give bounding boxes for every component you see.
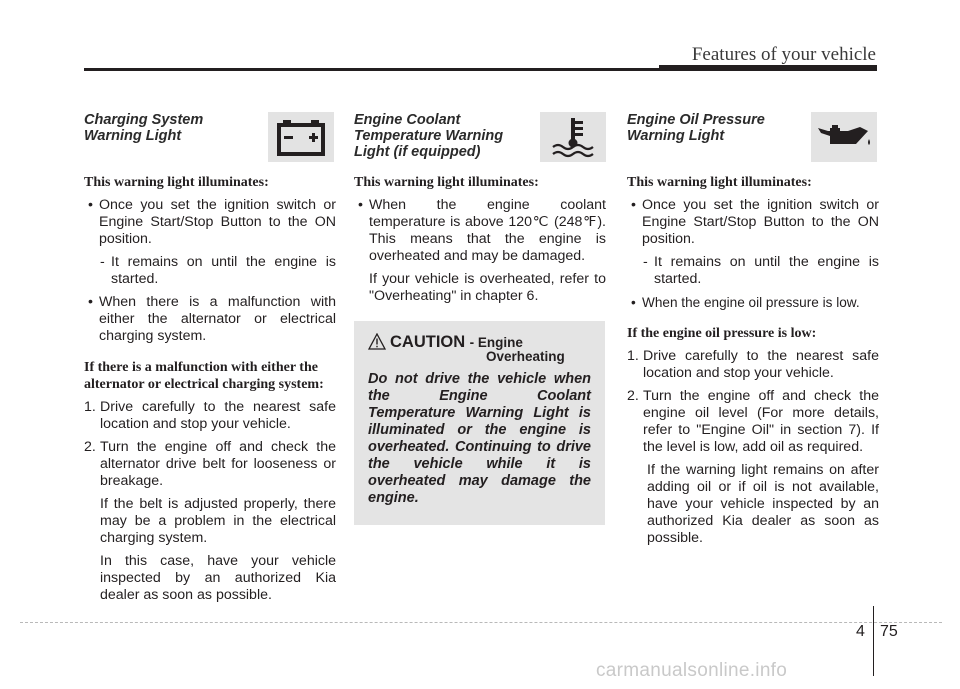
step-text: Turn the engine off and check the engine oil level (For more details, refer to "Engine Oil" in section 7). If the level is low, add oil as required.	[643, 388, 879, 455]
section-title	[627, 112, 817, 144]
page-number: 75	[880, 623, 898, 640]
section-header	[354, 112, 606, 164]
title-line: Warning Light	[627, 128, 725, 144]
caution-box	[354, 321, 605, 525]
paragraph: If the warning light remains on after adding oil or if oil is not available, have your vehicle inspected by an authorized Kia dealer as soon as possible.	[647, 462, 879, 546]
caution-label: CAUTION	[390, 333, 466, 351]
coolant-temperature-icon	[540, 112, 606, 162]
caution-subtitle: - Engine	[469, 335, 523, 350]
step-text: Drive carefully to the nearest safe location and stop your vehicle.	[100, 399, 336, 432]
step-text: Turn the engine off and check the alternator drive belt for looseness or breakage.	[100, 439, 336, 489]
step-number: 1.	[627, 348, 639, 364]
step-text: Drive carefully to the nearest safe location and stop your vehicle.	[643, 348, 879, 381]
bullet-item: • Once you set the ignition switch or Engine Start/Stop Button to the ON position.	[84, 197, 336, 248]
subheading: If there is a malfunction with either the alternator or electrical charging system:	[84, 360, 324, 392]
page-header-title: Features of your vehicle	[691, 44, 876, 65]
subheading: This warning light illuminates:	[84, 175, 269, 190]
title-line: Charging System	[84, 112, 204, 128]
step-number: 2.	[627, 388, 639, 404]
paragraph: If your vehicle is overheated, refer to "Overheating" in chapter 6.	[369, 271, 606, 304]
step-number: 2.	[84, 439, 96, 455]
title-line: Warning Light	[84, 128, 182, 144]
caution-header	[368, 333, 591, 367]
title-line: Temperature Warning	[354, 128, 504, 144]
subheading: If the engine oil pressure is low:	[627, 326, 817, 341]
subheading: This warning light illuminates:	[627, 175, 812, 190]
caution-subtitle: Overheating	[486, 349, 565, 364]
battery-icon	[268, 112, 334, 162]
numbered-step	[84, 399, 336, 433]
step-number: 1.	[84, 399, 96, 415]
bullet-item: • When the engine oil pressure is low.	[627, 294, 879, 311]
section-title	[354, 112, 544, 160]
chapter-number: 4	[856, 623, 865, 640]
dash-item: - It remains on until the engine is started.	[627, 254, 879, 288]
section-charging-system	[84, 112, 336, 610]
section-oil-pressure	[627, 112, 879, 553]
warning-triangle-icon	[368, 333, 386, 355]
section-header	[84, 112, 336, 164]
title-line: Light (if equipped)	[354, 144, 481, 160]
caution-text: Do not drive the vehicle when the Engine Coolant Temperature Warning Light is illuminated or the engine is overheated. Continuing to drive the vehicle while it is overheated may damage the engine.	[368, 371, 591, 506]
numbered-step	[84, 439, 336, 490]
paragraph: If the belt is adjusted properly, there may be a problem in the electrical charging system.	[100, 496, 336, 546]
title-line: Engine Oil Pressure	[627, 112, 765, 128]
bullet-item: • When the engine coolant temperature is above 120℃ (248℉). This means that the engine is overheated and may be damaged.	[354, 197, 606, 265]
bullet-item: • Once you set the ignition switch or Engine Start/Stop Button to the ON position.	[627, 197, 879, 248]
section-header	[627, 112, 879, 164]
numbered-step	[627, 348, 879, 382]
footer-divider	[873, 606, 874, 676]
paragraph: In this case, have your vehicle inspected by an authorized Kia dealer as soon as possible.	[100, 553, 336, 603]
oil-can-icon	[811, 112, 877, 162]
section-title	[84, 112, 274, 144]
header-rule	[84, 68, 877, 71]
footer-rule	[20, 622, 942, 623]
section-coolant-temperature	[354, 112, 606, 525]
watermark: carmanualsonline.info	[596, 660, 788, 681]
title-line: Engine Coolant	[354, 112, 461, 128]
dash-item: - It remains on until the engine is started.	[84, 254, 336, 288]
bullet-item: • When there is a malfunction with either the alternator or electrical charging system.	[84, 294, 336, 345]
numbered-step	[627, 388, 879, 456]
subheading: This warning light illuminates:	[354, 175, 539, 190]
